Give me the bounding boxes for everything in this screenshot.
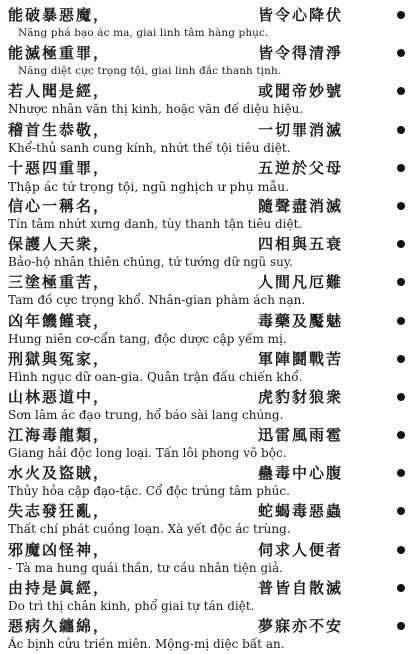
verse-end-dot-icon — [397, 164, 405, 172]
verse-block — [8, 425, 405, 463]
chinese-verse-second-half: 軍陣鬪戰苦 — [257, 349, 343, 368]
verse-block — [8, 234, 405, 272]
verse-block — [8, 540, 405, 578]
chinese-verse-second-half: 蛇蝎毒惡蟲 — [257, 502, 343, 521]
vietnamese-transliteration: Năng phá bạo ác ma, giai linh tâm hàng phục. — [18, 27, 269, 39]
vietnamese-transliteration: Sơn lâm ác đạo trung, hổ báo sài lang chúng. — [8, 407, 284, 422]
chinese-verse-second-half: 普皆自散滅 — [257, 578, 343, 597]
vietnamese-transliteration: Do trì thị chân kinh, phổ giai tự tán diệt. — [8, 598, 255, 613]
vietnamese-transliteration: - Tà ma hung quái thần, tư cầu nhân tiện giả. — [8, 560, 283, 575]
verse-block — [8, 5, 405, 43]
verse-block — [8, 349, 405, 387]
chinese-verse-second-half: 一切罪消滅 — [257, 120, 343, 139]
chinese-verse-line — [8, 349, 405, 369]
chinese-verse-second-half: 五逆於父母 — [257, 158, 343, 177]
chinese-verse-first-half: 刑獄與冤家， — [8, 349, 111, 368]
chinese-verse-line — [8, 540, 405, 560]
verse-end-dot-icon — [397, 546, 405, 554]
verse-block — [8, 578, 405, 616]
verse-end-dot-icon — [397, 355, 405, 363]
vietnamese-transliteration: Hình ngục dữ oan-gia. Quân trận đấu chiến khổ. — [8, 369, 303, 384]
chinese-verse-first-half: 信心一稱名， — [8, 196, 111, 215]
verse-block — [8, 501, 405, 539]
vietnamese-transliteration: Thập ác tứ trọng tội, ngũ nghịch ư phụ mẫu. — [8, 178, 290, 194]
verse-end-dot-icon — [397, 622, 405, 630]
chinese-verse-second-half: 迅雷風雨雹 — [257, 426, 343, 445]
chinese-verse-second-half: 隨聲盡消滅 — [257, 196, 343, 215]
verse-block — [8, 81, 405, 119]
vietnamese-transliteration: Thất chí phát cuồng loạn. Xà yết độc ác trùng. — [8, 522, 291, 537]
chinese-verse-line — [8, 196, 405, 216]
verse-end-dot-icon — [397, 393, 405, 401]
chinese-verse-line — [8, 463, 405, 483]
verse-end-dot-icon — [397, 584, 405, 592]
chinese-verse-line — [8, 120, 405, 140]
chinese-verse-second-half: 夢寐亦不安 — [257, 617, 343, 635]
chinese-verse-second-half: 毒藥及魘魅 — [257, 311, 343, 330]
chinese-verse-first-half: 邪魔凶怪神， — [8, 540, 111, 559]
chinese-verse-line — [8, 43, 405, 63]
chinese-verse-second-half: 人間凡厄難 — [257, 273, 343, 292]
chinese-verse-line — [8, 387, 405, 407]
chinese-verse-line — [8, 311, 405, 331]
chinese-verse-line — [8, 616, 405, 636]
verse-end-dot-icon — [397, 278, 405, 286]
verse-end-dot-icon — [397, 126, 405, 134]
chinese-verse-second-half: 蠱毒中心腹 — [257, 464, 343, 483]
chinese-verse-first-half: 水火及盜賊， — [8, 464, 111, 483]
chinese-verse-line — [8, 158, 405, 178]
chinese-verse-first-half: 山林惡道中， — [8, 387, 111, 406]
verse-block — [8, 43, 405, 81]
chinese-verse-line — [8, 5, 405, 25]
verse-block — [8, 120, 405, 158]
chinese-verse-line — [8, 578, 405, 598]
verse-block — [8, 463, 405, 501]
verse-end-dot-icon — [397, 11, 405, 19]
verse-end-dot-icon — [397, 431, 405, 439]
chinese-verse-first-half: 江海毒龍類， — [8, 426, 111, 445]
chinese-verse-first-half: 十惡四重罪， — [8, 158, 111, 177]
verse-block — [8, 196, 405, 234]
chinese-verse-second-half: 皆令心降伏 — [257, 6, 343, 24]
chinese-verse-second-half: 皆令得清淨 — [257, 44, 343, 63]
verse-end-dot-icon — [397, 240, 405, 248]
verse-end-dot-icon — [397, 202, 405, 210]
vietnamese-transliteration: Hung niên cơ-cẩn tang, độc dược cập yếm mị. — [8, 331, 287, 346]
verse-block — [8, 311, 405, 349]
chinese-verse-first-half: 惡病久纏綿， — [8, 617, 111, 635]
chinese-verse-second-half: 伺求人便者 — [257, 540, 343, 559]
vietnamese-transliteration: Bảo-hộ nhân thiên chúng, tứ tướng dữ ngũ suy. — [8, 255, 293, 270]
vietnamese-transliteration: Khể-thủ sanh cung kính, nhứt thế tội tiêu diệt. — [8, 140, 291, 155]
chinese-verse-second-half: 四相與五衰 — [257, 235, 343, 254]
vietnamese-transliteration: Tín tâm nhứt xưng danh, tùy thanh tận tiêu diệt. — [8, 216, 303, 231]
chinese-verse-line — [8, 81, 405, 101]
verse-end-dot-icon — [397, 87, 405, 95]
chinese-verse-first-half: 由持是眞經， — [8, 578, 111, 597]
chinese-verse-line — [8, 425, 405, 445]
chinese-verse-first-half: 若人聞是經， — [8, 82, 111, 101]
verse-block — [8, 387, 405, 425]
vietnamese-transliteration: Ác bịnh cửu triền miên. Mộng-mị diệc bất an. — [8, 637, 285, 651]
chinese-verse-second-half: 或聞帝妙號 — [257, 82, 343, 101]
chinese-verse-first-half: 能滅極重罪， — [8, 44, 111, 63]
vietnamese-transliteration: Tam đồ cực trọng khổ. Nhân-gian phàm ách nạn. — [8, 293, 306, 308]
chinese-verse-first-half: 稽首生恭敬， — [8, 120, 111, 139]
chinese-verse-first-half: 能破暴惡魔， — [8, 6, 111, 24]
verse-end-dot-icon — [397, 469, 405, 477]
verse-block — [8, 158, 405, 196]
chinese-verse-second-half: 虎豹豺狼衆 — [257, 387, 343, 406]
vietnamese-transliteration: Thủy hỏa cập đạo-tặc. Cổ độc trúng tâm phúc. — [8, 484, 290, 499]
chinese-verse-first-half: 保護人天衆， — [8, 235, 111, 254]
chinese-verse-first-half: 失志發狂亂， — [8, 502, 111, 521]
vietnamese-transliteration: Nhược nhân văn thị kinh, hoặc văn đế diệu hiệu. — [8, 102, 304, 117]
verse-end-dot-icon — [397, 317, 405, 325]
verse-end-dot-icon — [397, 49, 405, 57]
chinese-verse-line — [8, 501, 405, 521]
verse-end-dot-icon — [397, 507, 405, 515]
vietnamese-transliteration: Năng diệt cực trọng tội, giai linh đắc thanh tịnh. — [18, 65, 282, 78]
chinese-verse-line — [8, 234, 405, 254]
chinese-verse-first-half: 凶年饑饉衰， — [8, 311, 111, 330]
chinese-verse-line — [8, 272, 405, 292]
chinese-verse-first-half: 三塗極重苦， — [8, 273, 111, 292]
verse-block — [8, 272, 405, 310]
vietnamese-transliteration: Giang hải độc long loại. Tấn lôi phong võ bộc. — [8, 446, 287, 461]
verse-block — [8, 616, 405, 654]
